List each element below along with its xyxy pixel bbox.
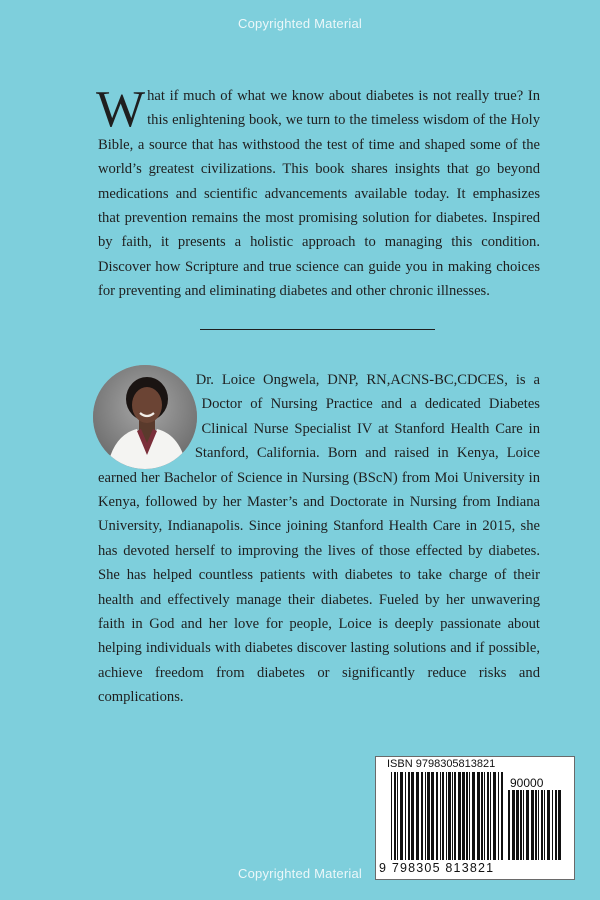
barcode-bar	[523, 790, 524, 860]
barcode-bar	[538, 790, 539, 860]
barcode-bar	[481, 772, 483, 860]
isbn-barcode	[375, 756, 575, 880]
barcode-bar	[484, 772, 485, 860]
barcode-bar	[531, 790, 534, 860]
copyright-watermark-top: Copyrighted Material	[238, 16, 362, 31]
barcode-bar	[552, 790, 553, 860]
barcode-bar	[466, 772, 468, 860]
barcode-bar	[446, 772, 447, 860]
book-blurb	[96, 81, 540, 304]
barcode-bar	[520, 790, 522, 860]
barcode-bar	[462, 772, 465, 860]
photo-wrap-spacer	[98, 368, 202, 464]
barcode-bar	[436, 772, 438, 860]
barcode-bar	[558, 790, 561, 860]
section-divider	[200, 329, 435, 330]
barcode-bar	[508, 790, 510, 860]
barcode-bar	[498, 772, 499, 860]
barcode-bar	[469, 772, 470, 860]
barcode-bar	[397, 772, 398, 860]
barcode-bar	[490, 772, 491, 860]
barcode-bar	[400, 772, 403, 860]
barcode-bar	[535, 790, 537, 860]
price-code: 90000	[510, 776, 544, 790]
author-bio	[98, 368, 540, 710]
barcode-bar	[472, 772, 475, 860]
barcode-bar	[391, 772, 392, 860]
barcode-bar	[405, 772, 406, 860]
isbn-label: ISBN 9798305813821	[387, 758, 496, 770]
isbn-digits: 9 798305 813821	[379, 861, 495, 875]
barcode-bar	[421, 772, 423, 860]
barcode-bar	[394, 772, 396, 860]
barcode-bar	[512, 790, 515, 860]
barcode-bar	[458, 772, 461, 860]
barcode-bar	[454, 772, 456, 860]
copyright-watermark-bottom: Copyrighted Material	[238, 866, 362, 881]
barcode-bar	[547, 790, 550, 860]
barcode-bar	[477, 772, 480, 860]
barcode-bar	[487, 772, 489, 860]
bio-text: Dr. Loice Ongwela, DNP, RN,ACNS-BC,CDCES, is a Doctor of Nursing Practice and a dedicated Diabetes Clinical Nurse Specialist IV at Stanford Health Care in Stanford, California. Born and raised in Kenya, Loice earned her Bachelor of Science in Nursing (BScN) from Moi University in Kenya, followed by her Master’s and Doctorate in Nursing from Indiana University, Indianapolis. Since joining Stanford Health Care in 2015, she has devoted herself to improving the lives of those effected by diabetes. She has helped countless patients with diabetes to take charge of their health and effectively manage their diabetes. Fueled by her unwavering faith in God and her love for people, Loice is deeply passionate about helping individuals with diabetes discover lasting solutions and if possible, achieve freedom from diabetes or significantly reduce risks and complications.	[98, 372, 540, 706]
barcode-bar	[541, 790, 543, 860]
barcode-bar	[442, 772, 444, 860]
barcode-bar	[501, 772, 503, 860]
barcode-bar	[440, 772, 441, 860]
barcode-bar	[493, 772, 496, 860]
barcode-bar	[411, 772, 414, 860]
barcode-bar	[555, 790, 557, 860]
barcode-bar	[416, 772, 419, 860]
barcode-bar	[452, 772, 453, 860]
barcode-bar	[448, 772, 451, 860]
barcode-bar	[425, 772, 426, 860]
barcode-bar	[431, 772, 434, 860]
barcode-bar	[516, 790, 519, 860]
blurb-text: hat if much of what we know about diabetes is not really true? In this enlightening book, we turn to the timeless wisdom of the Holy Bible, a source that has withstood the test of time and shaped some of the world’s greatest civilizations. This book shares insights that go beyond medications and scientific advancements available today. It emphasizes that prevention remains the most promising solution for diabetes. Inspired by faith, it presents a holistic approach to managing this condition. Discover how Scripture and true science can guide you in making choices for preventing and eliminating diabetes and other chronic illnesses.	[98, 88, 540, 300]
barcode-bar	[544, 790, 545, 860]
barcode-bar	[408, 772, 410, 860]
drop-cap: W	[96, 81, 146, 138]
barcode-bar	[526, 790, 529, 860]
barcode-bar	[427, 772, 430, 860]
